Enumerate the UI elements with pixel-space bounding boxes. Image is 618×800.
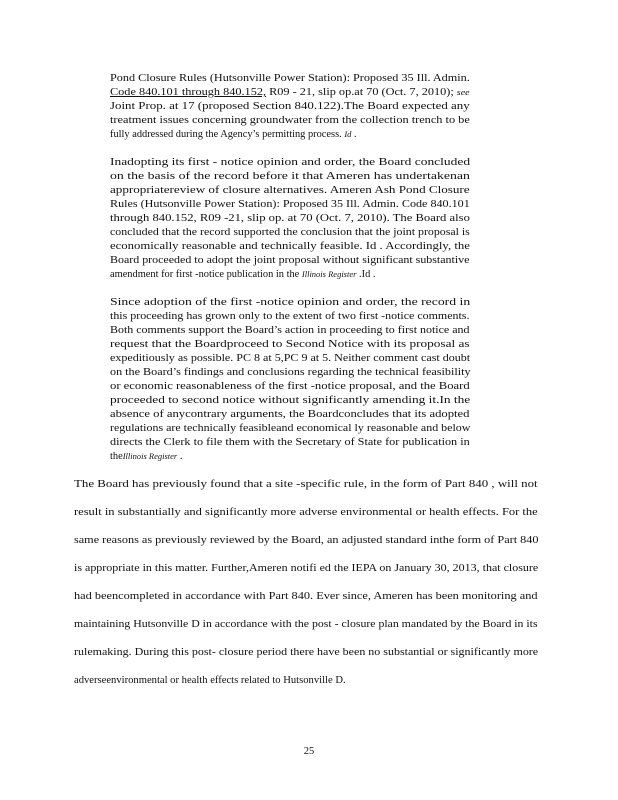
body-line-8: adverseenvironmental or health effects related to Hutsonville D. xyxy=(74,675,346,686)
quote-2-line-4: Rules (Hutsonville Power Station): Proposed 35 Ill. Admin. Code 840.101 xyxy=(110,199,470,210)
quote-1-line-3: Joint Prop. at 17 (proposed Section 840.122).The Board expected any xyxy=(110,101,470,112)
body-line-1: The Board has previously found that a site -specific rule, in the form of Part 840 , will not xyxy=(74,479,538,490)
quote-3-line-5: expeditiously as possible. PC 8 at 5,PC 9 at 5. Neither comment cast doubt xyxy=(110,353,471,364)
quote-2-line-8: Board proceeded to adopt the joint proposal without significant substantive xyxy=(110,255,470,266)
quote-3-line-10: regulations are technically feasibleand economical ly reasonable and below xyxy=(110,423,471,434)
quote-1-line-1: Pond Closure Rules (Hutsonville Power Station): Proposed 35 Ill. Admin. xyxy=(110,73,470,84)
quote-3-line-8: proceeded to second notice without significantly amending it.In the xyxy=(110,395,471,406)
body-line-7: rulemaking. During this post- closure period there have been no substantial or significantly more xyxy=(74,647,539,658)
quote-3-line-6: on the Board’s findings and conclusions regarding the technical feasibility xyxy=(110,367,471,378)
quote-2-line-3: appropriatereview of closure alternatives. Ameren Ash Pond Closure xyxy=(110,185,470,196)
quote-2-line-9: amendment for first -notice publication in the Illinois Register .Id . xyxy=(110,269,376,280)
quote-3-line-4: request that the Boardproceed to Second Notice with its proposal as xyxy=(110,339,470,350)
citation-docket: R09 - 21, slip op.at 70 (Oct. 7, 2010); xyxy=(266,87,457,98)
signal-see: see xyxy=(456,87,470,97)
illinois-register-italic: Illinois Register xyxy=(301,269,357,279)
quote-2-line-6: concluded that the record supported the conclusion that the joint proposal is xyxy=(110,227,470,238)
body-line-2: result in substantially and significantly more adverse environmental or health effects. For the xyxy=(74,507,538,518)
quote-1-line-5: fully addressed during the Agency’s permitting process. Id . xyxy=(110,129,357,140)
citation-code-underlined: Code 840.101 through 840.152, xyxy=(110,87,267,98)
quote-3-line-2: this proceeding has grown only to the extent of two first -notice comments. xyxy=(110,311,470,322)
quote-1-line-4: treatment issues concerning groundwater from the collection trench to be xyxy=(110,115,470,126)
body-line-3: same reasons as previously reviewed by the Board, an adjusted standard inthe form of Part 840 xyxy=(74,535,539,546)
body-line-5: had beencompleted in accordance with Part 840. Ever since, Ameren has been monitoring and xyxy=(74,591,538,602)
quote-3-line-7: or economic reasonableness of the first -notice proposal, and the Board xyxy=(110,381,470,392)
quote-3-line-1: Since adoption of the first -notice opinion and order, the record in xyxy=(110,297,471,308)
id-citation: Id xyxy=(344,129,352,139)
quote-3-line-3: Both comments support the Board’s action in proceeding to first notice and xyxy=(110,325,470,336)
quote-3-line-9: absence of anycontrary arguments, the Boardconcludes that its adopted xyxy=(110,409,470,420)
quote-3-line-12: theIllinois Register . xyxy=(110,451,183,462)
quote-2-line-5: through 840.152, R09 -21, slip op. at 70 (Oct. 7, 2010). The Board also xyxy=(110,213,470,224)
quote-2-line-7: economically reasonable and technically feasible. Id . Accordingly, the xyxy=(110,241,470,252)
quote-1-line-2 xyxy=(110,86,470,99)
illinois-register-italic: Illinois Register xyxy=(122,451,178,461)
page-number: 25 xyxy=(303,746,315,757)
quote-2-line-1: Inadopting its first - notice opinion and order, the Board concluded xyxy=(110,157,471,168)
body-line-6: maintaining Hutsonville D in accordance with the post - closure plan mandated by the Board in its xyxy=(74,619,538,630)
quote-2-line-2: on the basis of the record before it that Ameren has undertakenan xyxy=(110,171,470,182)
body-line-4: is appropriate in this matter. Further,Ameren notifi ed the IEPA on January 30, 2013, that closure xyxy=(74,563,539,574)
quote-3-line-11: directs the Clerk to file them with the Secretary of State for publication in xyxy=(110,437,470,448)
